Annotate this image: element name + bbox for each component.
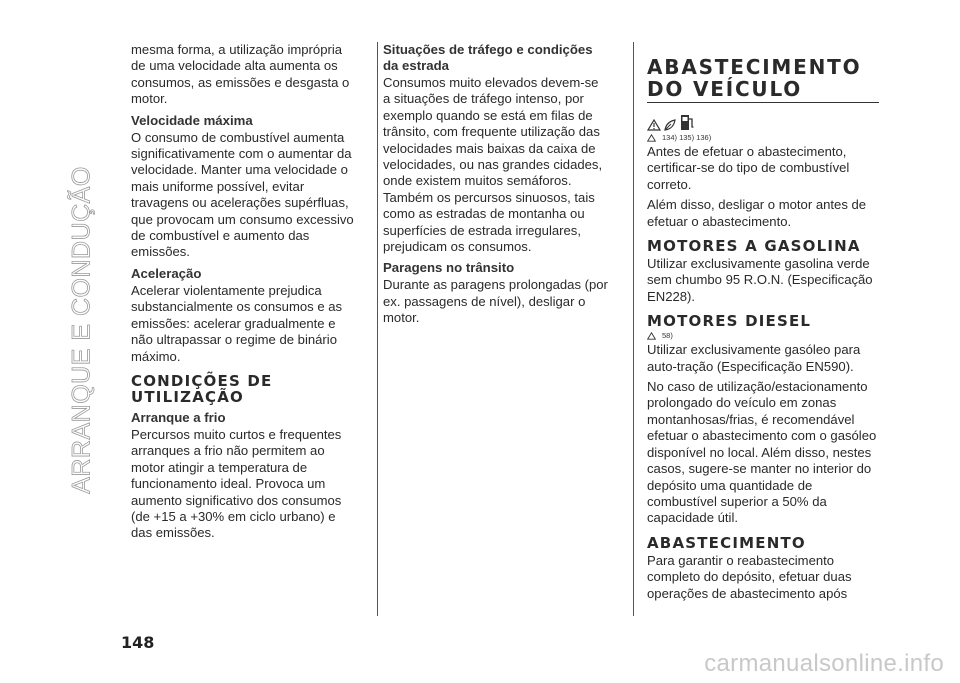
paragraph: Além disso, desligar o motor antes de efetuar o abastecimento.	[647, 197, 867, 229]
subheading-arranque: Arranque a frio	[131, 409, 226, 425]
section-heading-abastecimento: ABASTECIMENTO	[647, 533, 806, 552]
page-title: ABASTECIMENTO DO VEÍCULO	[647, 55, 862, 101]
fuel-pump-icon	[679, 113, 695, 131]
paragraph: Consumos muito elevados devem-se a situações de tráfego intenso, por exemplo quando se está em filas de trânsito, com frequente utilização das velocidades mais baixas da caixa de velocidades, ou nas grandes cidades, onde existem muitos semáforos. Também os percursos sinuosos, tais como as estradas de montanha ou superfícies de estrada irregulares, prejudicam os consumos.	[383, 75, 603, 255]
watermark-text: carmanualsonline.info	[704, 650, 944, 677]
paragraph: Utilizar exclusivamente gasóleo para auto-tração (Especificação EN590).	[647, 342, 861, 374]
section-heading-diesel: MOTORES DIESEL	[647, 312, 812, 331]
column-3	[647, 42, 879, 606]
warning-icon	[647, 134, 656, 142]
paragraph: Antes de efetuar o abastecimento, certificar-se do tipo de combustível correto.	[647, 144, 850, 192]
subheading-paragens: Paragens no trânsito	[383, 260, 515, 276]
paragraph: No caso de utilização/estacionamento prolongado do veículo em zonas montanhosas/frias, é recomendável efetuar o abastecimento com o gasóleo disponível no local. Além disso, nestes casos, sugere-se manter no interior do depósito uma quantidade de combustível superior a 50% da capacidade útil.	[647, 379, 877, 526]
subheading-velocidade: Velocidade máxima	[131, 112, 253, 128]
title-underline	[647, 102, 879, 103]
column-divider	[377, 42, 378, 616]
paragraph: Utilizar exclusivamente gasolina verde sem chumbo 95 R.O.N. (Especificação EN228).	[647, 256, 873, 304]
subheading-situacoes: Situações de tráfego e condições da estrada	[383, 42, 593, 73]
column-1	[131, 42, 356, 546]
icon-row	[647, 111, 879, 131]
section-heading-gasolina: MOTORES A GASOLINA	[647, 237, 861, 256]
subheading-aceleracao: Aceleração	[131, 265, 202, 281]
column-2	[383, 42, 608, 331]
paragraph: Percursos muito curtos e frequentes arranques a frio não permitem ao motor atingir a temperatura de funcionamento ideal. Provoca um aumento significativo dos consumos (de +15 a +30% em ciclo urbano) e das emissões.	[131, 426, 342, 541]
paragraph: O consumo de combustível aumenta significativamente com o aumentar da velocidade. Manter uma velocidade o mais uniforme possível, evitar travagens ou acelerações supérfluas, que provocam um consumo excessivo de combustível e aumento das emissões.	[131, 129, 354, 260]
warning-icon	[647, 119, 661, 131]
paragraph: mesma forma, a utilização imprópria de uma velocidade alta aumenta os consumos, as emissões e desgasta o motor.	[131, 42, 350, 107]
paragraph: Acelerar violentamente prejudica substancialmente os consumos e as emissões: acelerar gradualmente e não ultrapassar o regime de binário máximo.	[131, 282, 343, 364]
column-divider	[633, 42, 634, 616]
leaf-eco-icon	[664, 119, 676, 131]
section-heading-condicoes: CONDIÇÕES DE UTILIZAÇÃO	[131, 371, 273, 406]
warning-icon	[647, 332, 656, 340]
paragraph: Durante as paragens prolongadas (por ex. passagens de nível), desligar o motor.	[383, 277, 608, 326]
page-number: 148	[121, 633, 155, 652]
paragraph: Para garantir o reabastecimento completo do depósito, efetuar duas operações de abastecimento após	[647, 552, 852, 601]
note-references: 134) 135) 136)	[647, 133, 879, 142]
note-references: 58)	[647, 331, 879, 340]
